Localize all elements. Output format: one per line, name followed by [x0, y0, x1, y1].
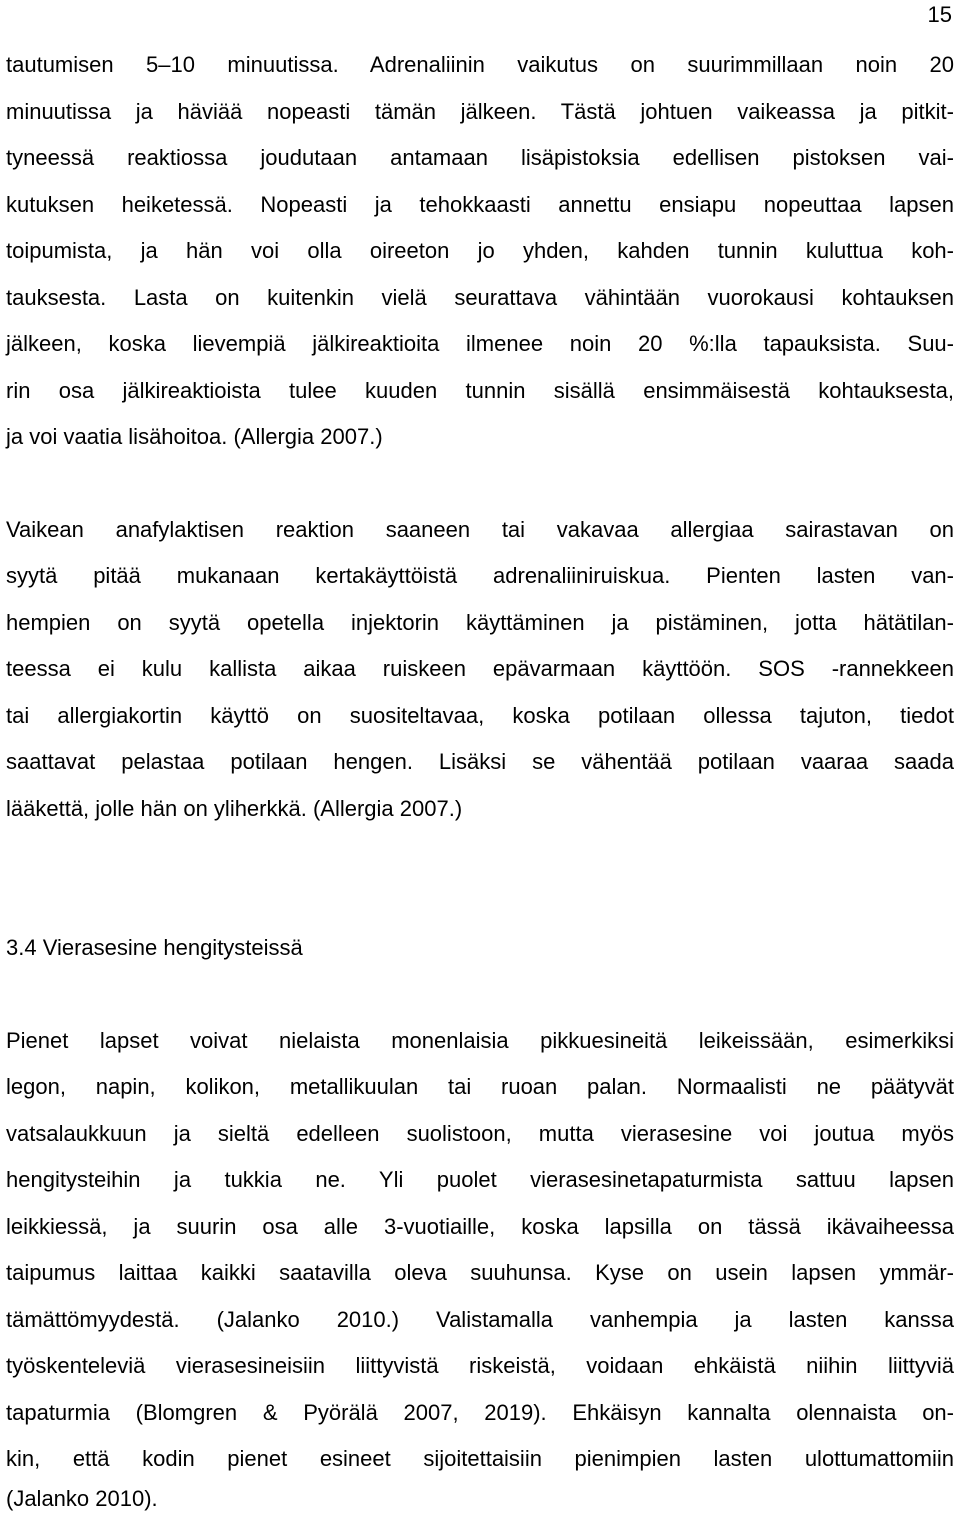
text-line: toipumista, ja hän voi olla oireeton jo yhden, kahden tunnin kuluttua koh- — [6, 238, 954, 263]
text-line: tapaturmia (Blomgren & Pyörälä 2007, 2019). Ehkäisyn kannalta olennaista on- — [6, 1400, 954, 1425]
text-line: teessa ei kulu kallista aikaa ruiskeen epävarmaan käyttöön. SOS -rannekkeen — [6, 656, 954, 681]
text-line: tai allergiakortin käyttö on suositeltavaa, koska potilaan ollessa tajuton, tiedot — [6, 703, 954, 728]
text-line: työskenteleviä vierasesineisiin liittyvistä riskeistä, voidaan ehkäistä niihin liittyviä — [6, 1353, 954, 1378]
text-line: saattavat pelastaa potilaan hengen. Lisäksi se vähentää potilaan vaaraa saada — [6, 749, 954, 774]
page-number: 15 — [927, 2, 952, 27]
text-line: leikkiessä, ja suurin osa alle 3-vuotiaille, koska lapsilla on tässä ikävaiheessa — [6, 1214, 954, 1239]
text-line: jälkeen, koska lievempiä jälkireaktioita ilmenee noin 20 %:lla tapauksista. Suu- — [6, 331, 954, 356]
section-heading: 3.4 Vierasesine hengitysteissä — [6, 935, 303, 960]
text-line: tyneessä reaktiossa joudutaan antamaan lisäpistoksia edellisen pistoksen vai- — [6, 145, 954, 170]
text-line: tautumisen 5–10 minuutissa. Adrenaliinin vaikutus on suurimmillaan noin 20 — [6, 52, 954, 77]
text-line: hengitysteihin ja tukkia ne. Yli puolet vierasesinetapaturmista sattuu lapsen — [6, 1167, 954, 1192]
text-line: hempien on syytä opetella injektorin käyttäminen ja pistäminen, jotta hätätilan- — [6, 610, 954, 635]
text-line: taipumus laittaa kaikki saatavilla oleva suuhunsa. Kyse on usein lapsen ymmär- — [6, 1260, 954, 1285]
text-line: kutuksen heiketessä. Nopeasti ja tehokkaasti annettu ensiapu nopeuttaa lapsen — [6, 192, 954, 217]
text-line: kin, että kodin pienet esineet sijoitettaisiin pienimpien lasten ulottumattomiin — [6, 1446, 954, 1471]
text-line: Pienet lapset voivat nielaista monenlaisia pikkuesineitä leikeissään, esimerkiksi — [6, 1028, 954, 1053]
text-line: minuutissa ja häviää nopeasti tämän jälkeen. Tästä johtuen vaikeassa ja pitkit- — [6, 99, 954, 124]
text-line: (Jalanko 2010). — [6, 1486, 158, 1511]
text-line: vatsalaukkuun ja sieltä edelleen suolistoon, mutta vierasesine voi joutua myös — [6, 1121, 954, 1146]
text-line: Vaikean anafylaktisen reaktion saaneen tai vakavaa allergiaa sairastavan on — [6, 517, 954, 542]
text-line: ja voi vaatia lisähoitoa. (Allergia 2007.) — [6, 424, 383, 449]
text-line: lääkettä, jolle hän on yliherkkä. (Allergia 2007.) — [6, 796, 463, 821]
text-line: tämättömyydestä. (Jalanko 2010.) Valistamalla vanhempia ja lasten kanssa — [6, 1307, 954, 1332]
text-line: tauksesta. Lasta on kuitenkin vielä seurattava vähintään vuorokausi kohtauksen — [6, 285, 954, 310]
text-line: rin osa jälkireaktioista tulee kuuden tunnin sisällä ensimmäisestä kohtauksesta, — [6, 378, 954, 403]
text-line: syytä pitää mukanaan kertakäyttöistä adrenaliiniruiskua. Pienten lasten van- — [6, 563, 954, 588]
text-line: legon, napin, kolikon, metallikuulan tai ruoan palan. Normaalisti ne päätyvät — [6, 1074, 954, 1099]
